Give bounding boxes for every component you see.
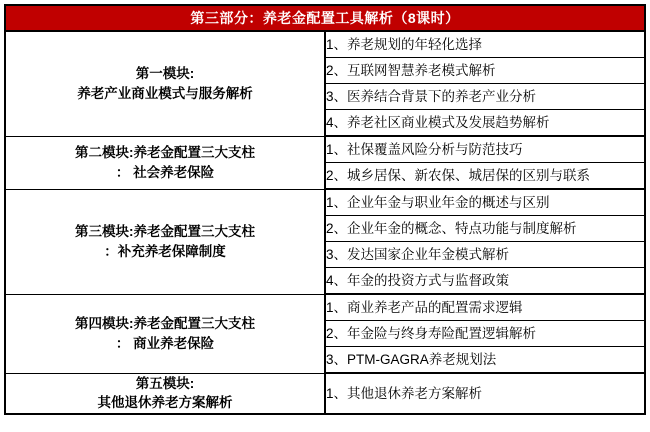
topic-item: 1、其他退休养老方案解析 [325, 373, 645, 414]
document-title: 第三部分：养老金配置工具解析（8课时） [5, 5, 645, 31]
topic-item: 3、PTM-GAGRA养老规划法 [325, 347, 645, 374]
module-name-line: 第一模块: [135, 66, 195, 82]
module-name-line: ： 社会养老保险 [115, 164, 215, 180]
module-name-line: ：补充养老保障制度 [104, 243, 226, 259]
table-row [5, 31, 645, 58]
topic-item: 2、年金险与终身寿险配置逻辑解析 [325, 321, 645, 347]
module-name-1 [5, 31, 325, 136]
module-name-4 [5, 294, 325, 373]
topic-item: 1、养老规划的年轻化选择 [325, 31, 645, 58]
topic-item: 2、互联网智慧养老模式解析 [325, 58, 645, 84]
module-name-line: ： 商业养老保险 [115, 335, 215, 351]
topic-item: 4、年金的投资方式与监督政策 [325, 268, 645, 295]
topic-item: 3、医养结合背景下的养老产业分析 [325, 84, 645, 110]
module-name-line: 第四模块:养老金配置三大支柱 [75, 315, 255, 331]
topic-item: 3、发达国家企业年金模式解析 [325, 242, 645, 268]
title-row [5, 5, 645, 31]
module-name-line: 养老产业商业模式与服务解析 [77, 85, 253, 101]
topic-item: 1、商业养老产品的配置需求逻辑 [325, 294, 645, 321]
table-row [5, 373, 645, 414]
module-name-line: 第二模块:养老金配置三大支柱 [75, 144, 255, 160]
topic-item: 2、企业年金的概念、特点功能与制度解析 [325, 216, 645, 242]
topic-item: 1、社保覆盖风险分析与防范技巧 [325, 136, 645, 163]
table-row [5, 294, 645, 321]
module-name-5 [5, 373, 325, 414]
table-row [5, 189, 645, 216]
module-name-2 [5, 136, 325, 189]
curriculum-table-body [5, 5, 645, 414]
module-name-3 [5, 189, 325, 294]
topic-item: 1、企业年金与职业年金的概述与区别 [325, 189, 645, 216]
table-row [5, 136, 645, 163]
topic-item: 2、城乡居保、新农保、城居保的区别与联系 [325, 163, 645, 190]
topic-item: 4、养老社区商业模式及发展趋势解析 [325, 110, 645, 137]
module-name-line: 第三模块:养老金配置三大支柱 [75, 223, 255, 239]
curriculum-table [4, 4, 646, 415]
module-name-line: 第五模块: [135, 375, 195, 391]
module-name-line: 其他退休养老方案解析 [97, 395, 233, 411]
